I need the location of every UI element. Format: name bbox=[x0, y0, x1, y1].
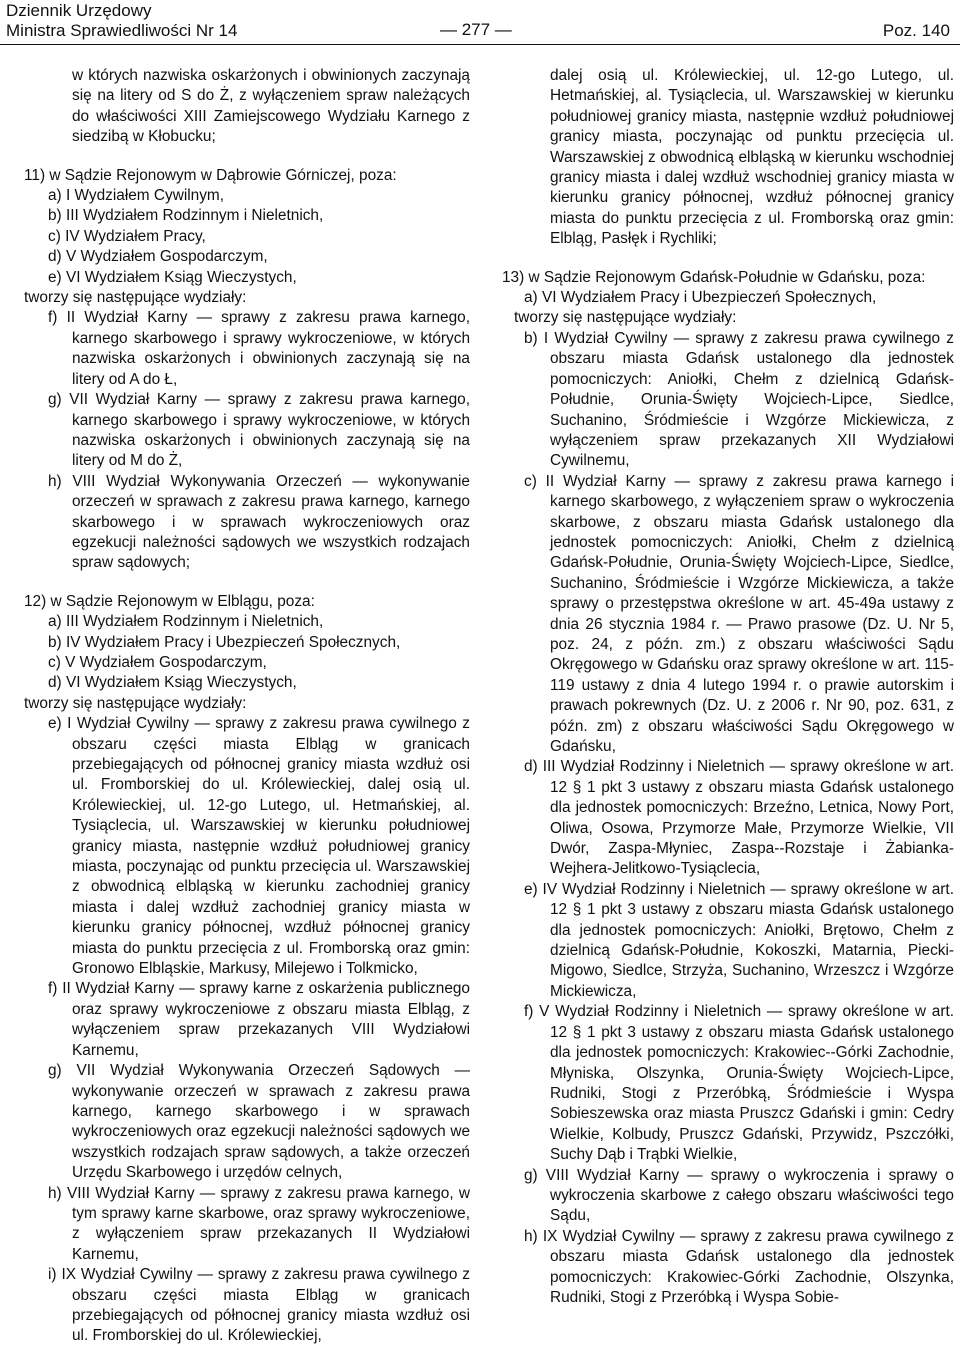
list-item: h) VIII Wydział Wykonywania Orzeczeń — wykonywanie orzeczeń w sprawach z zakresu prawa karnego, karnego skarbowego i w sprawach wykroczeniowych oraz egzekucji należności sądowych we wszystkich rodzajach spraw sądowych; bbox=[48, 472, 470, 572]
list-item: f) II Wydział Karny — sprawy z zakresu prawa karnego, karnego skarbowego i sprawy wykroczeniowe, w których nazwiska oskarżonych i obwinionych zaczynają się na litery od A do Ł, bbox=[48, 309, 470, 388]
creates-line: tworzy się następujące wydziały: bbox=[24, 694, 247, 712]
right-column bbox=[502, 66, 954, 1308]
list-item: h) VIII Wydział Karny — sprawy z zakresu prawa karnego, w tym sprawy karne skarbowe, oraz sprawy wykroczeniowe, z wyłączeniem spraw przekazanych II Wydziałowi Karnemu, bbox=[48, 1184, 470, 1263]
list-item: d) VI Wydziałem Ksiąg Wieczystych, bbox=[48, 674, 297, 692]
list-item: e) VI Wydziałem Ksiąg Wieczystych, bbox=[48, 268, 297, 286]
list-item: d) III Wydział Rodzinny i Nieletnich — sprawy określone w art. 12 § 1 pkt 3 ustawy z obszaru miasta Gdańsk ustalonego dla jednostek pomocniczych: Brzeźno, Letnica, Nowy Port, Oliwa, Osowa, Przymorze Małe, Przymorze Wielkie, VII Dwór, Zaspa-Młyniec, Zaspa--Rozstaje i Żabianka-Wejhera-Jelitkowo-Tysiąclecia, bbox=[524, 758, 954, 878]
list-item: c) IV Wydziałem Pracy, bbox=[48, 227, 206, 245]
left-column bbox=[24, 66, 470, 1347]
ministry-issue: Ministra Sprawiedliwości Nr 14 bbox=[6, 21, 238, 40]
list-item: a) VI Wydziałem Pracy i Ubezpieczeń Społecznych, bbox=[524, 289, 877, 307]
list-item: g) VII Wydział Karny — sprawy z zakresu prawa karnego, karnego skarbowego i sprawy wykroczeniowe, w których nazwiska oskarżonych i obwinionych zaczynają się na litery od M do Ż, bbox=[48, 391, 470, 470]
position-number: Poz. 140 bbox=[882, 21, 950, 40]
paragraph-intro: w których nazwiska oskarżonych i obwinionych zaczynają się na litery od S do Ż, z wyłączeniem spraw należących do właściwości XIII Zamiejscowego Wydziału Karnego z siedzibą w Kłobucku; bbox=[72, 67, 470, 146]
journal-title: Dziennik Urzędowy bbox=[6, 1, 152, 20]
list-item: b) III Wydziałem Rodzinnym i Nieletnich, bbox=[48, 207, 324, 225]
list-item: d) V Wydziałem Gospodarczym, bbox=[48, 248, 268, 266]
list-item: b) I Wydział Cywilny — sprawy z zakresu prawa cywilnego z obszaru miasta Gdańsk ustalonego dla jednostek pomocniczych: Aniołki, Chełm z dzielnicą Gdańsk-Południe, Orunia-Święty Wojciech-Lipce, Siedlce, Suchanino, Śródmieście i Wzgórze Mickiewicza, z wyłączeniem spraw przekazanych XII Wydziałowi Cywilnemu, bbox=[524, 329, 954, 470]
section-11-heading: 11) w Sądzie Rejonowym w Dąbrowie Górniczej, poza: bbox=[24, 166, 397, 184]
creates-line: tworzy się następujące wydziały: bbox=[514, 309, 737, 327]
list-item: e) I Wydział Cywilny — sprawy z zakresu prawa cywilnego z obszaru części miasta Elbląg w granicach przebiegających od północnej granicy miasta wzdłuż osi ul. Fromborskiej do ul. Królewieckiej, dalej osią ul. Królewieckiej, ul. 12-go Lutego, ul. Hetmańskiej, al. Tysiąclecia, ul. Warszawskiej w kierunku południowej granicy miasta, następnie wzdłuż południowej granicy miasta, poczynając od punktu przecięcia ul. Warszawskiej z obwodnicą elbląską w kierunku zachodniej granicy miasta i dalej wzdłuż zachodniej granicy miasta w kierunku granicy północnej, wzdłuż północnej granicy miasta do punktu przecięcia z ul. Fromborską oraz gmin: Gronowo Elbląskie, Markusy, Milejewo i Tolkmicko, bbox=[48, 715, 470, 978]
list-item: g) VIII Wydział Karny — sprawy o wykroczenia i sprawy o wykroczenia skarbowe z całego obszaru właściwości tego Sądu, bbox=[524, 1166, 954, 1225]
paragraph-continuation: dalej osią ul. Królewieckiej, ul. 12-go Lutego, ul. Hetmańskiej, al. Tysiąclecia, ul. Warszawskiej w kierunku południowej granicy miasta, następnie wzdłuż południowej granicy miasta, poczynając od punktu przecięcia ul. Warszawskiej z obwodnicą elbląską w kierunku wschodniej granicy miasta i dalej wzdłuż wschodniej granicy miasta w kierunku granicy północnej, wzdłuż północnej granicy miasta do punktu przecięcia z ul. Fromborską oraz gmin: Elbląg, Pasłęk i Rychliki; bbox=[550, 67, 954, 248]
section-13-heading: 13) w Sądzie Rejonowym Gdańsk-Południe w Gdańsku, poza: bbox=[502, 268, 926, 286]
page-number: — 277 — bbox=[440, 20, 512, 39]
list-item: a) I Wydziałem Cywilnym, bbox=[48, 187, 225, 205]
list-item: h) IX Wydział Cywilny — sprawy z zakresu prawa cywilnego z obszaru miasta Gdańsk ustalonego dla jednostek pomocniczych: Krakowiec-Górki Zachodnie, Olszynka, Rudniki, Stogi z Przeróbką i Wyspa Sobie- bbox=[524, 1227, 954, 1306]
header-rule bbox=[0, 44, 960, 45]
list-item: g) VII Wydział Wykonywania Orzeczeń Sądowych — wykonywanie orzeczeń w sprawach z zakresu prawa karnego, karnego skarbowego i w sprawach wykroczeniowych oraz egzekucji należności sądowych we wszystkich rodzajach spraw sądowych, a także orzeczeń Urzędu Skarbowego i urzędów celnych, bbox=[48, 1062, 470, 1182]
list-item: c) V Wydziałem Gospodarczym, bbox=[48, 653, 267, 671]
creates-line: tworzy się następujące wydziały: bbox=[24, 289, 247, 307]
list-item: c) II Wydział Karny — sprawy z zakresu prawa karnego i karnego skarbowego, z wyłączeniem spraw o wykroczenia skarbowe, z obszaru miasta Gdańsk ustalonego dla jednostek pomocniczych: Aniołki, Chełm z dzielnicą Gdańsk-Południe, Orunia-Święty Wojciech-Lipce, Siedlce, Suchanino, Śródmieście i Wzgórze Mickiewicza, a także sprawy o przestępstwa określone w art. 45-49a ustawy z dnia 26 stycznia 1984 r. — Prawo prasowe (Dz. U. Nr 5, poz. 24, z późn. zm.) z obszaru właściwości Sądu Okręgowego w Gdańsku oraz sprawy określone w art. 115-119 ustawy z dnia 4 lutego 1994 r. o prawie autorskim i prawach pokrewnych (Dz. U. z 2006 r. Nr 90, poz. 631, z późn. zm) z obszaru właściwości Sądu Okręgowego w Gdańsku, bbox=[524, 472, 954, 755]
list-item: e) IV Wydział Rodzinny i Nieletnich — sprawy określone w art. 12 § 1 pkt 3 ustawy z obszaru miasta Gdańsk ustalonego dla jednostek pomocniczych: Aniołki, Brętowo, Chełm z dzielnicą Gdańsk-Południe, Kokoszki, Matarnia, Piecki-Migowo, Siedlce, Strzyża, Suchanino, Wrzeszcz i Wzgórze Mickiewicza, bbox=[524, 880, 954, 1000]
page-header bbox=[0, 0, 960, 44]
list-item: f) V Wydział Rodzinny i Nieletnich — sprawy określone w art. 12 § 1 pkt 3 ustawy z obszaru miasta Gdańsk ustalonego dla jednostek pomocniczych: Krakowiec--Górki Zachodnie, Młyniska, Olszynka, Orunia-Święty Wojciech-Lipce, Rudniki, Stogi z Przeróbką, Śródmieście i Wyspa Sobieszewska oraz miasta Pruszcz Gdański i gmin: Cedry Wielkie, Kolbudy, Pruszcz Gdański, Przywidz, Pszczółki, Suchy Dąb i Trąbki Wielkie, bbox=[524, 1003, 954, 1164]
list-item: b) IV Wydziałem Pracy i Ubezpieczeń Społecznych, bbox=[48, 633, 401, 651]
list-item: f) II Wydział Karny — sprawy karne z oskarżenia publicznego oraz sprawy wykroczeniowe z obszaru miasta Elbląg, z wyłączeniem spraw przekazanych VIII Wydziałowi Karnemu, bbox=[48, 980, 470, 1059]
list-item: i) IX Wydział Cywilny — sprawy z zakresu prawa cywilnego z obszaru części miasta Elbląg w granicach przebiegających od północnej granicy miasta wzdłuż osi ul. Fromborskiej do ul. Królewieckiej, bbox=[48, 1266, 470, 1345]
list-item: a) III Wydziałem Rodzinnym i Nieletnich, bbox=[48, 613, 324, 631]
section-12-heading: 12) w Sądzie Rejonowym w Elblągu, poza: bbox=[24, 592, 315, 610]
